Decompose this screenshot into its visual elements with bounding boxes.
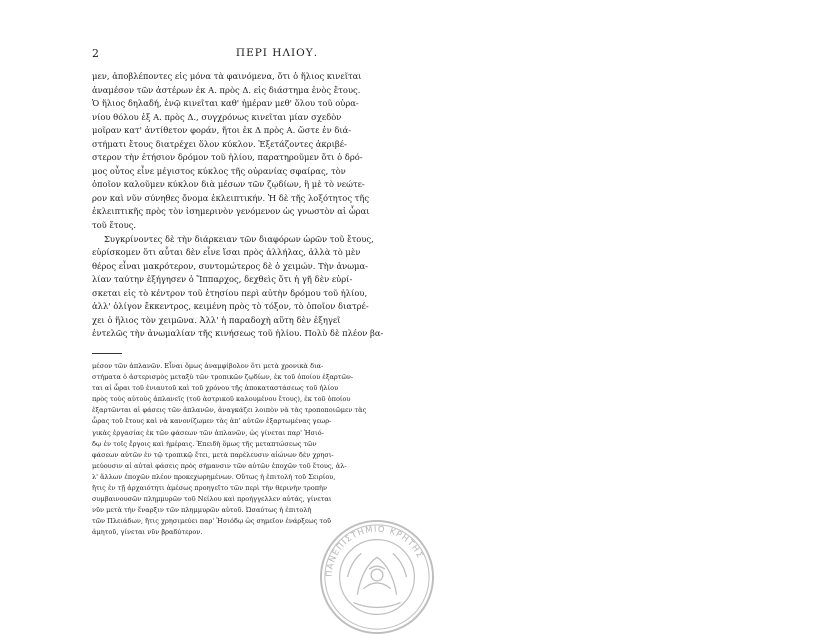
text-line: ὁποῖον καλοῦμεν κύκλον διὰ μέσων τῶν ζῳδίων, ἢ μὲ τὸ νεώτε- — [92, 179, 365, 190]
footnote-line: ἐξαρτῶνται αἱ φάσεις τῶν ἀπλανῶν, ἀναγκάζει λοιπὸν νὰ τὰς τροποποιῶμεν τὰς — [92, 406, 367, 415]
footnote-line: τῶν Πλειάδων, ἥτις χρησιμεύει παρ' Ἡσιόδῳ ὡς σημεῖον ἐνάρξεως τοῦ — [92, 517, 332, 526]
footnote-line: ἀμητοῦ, γίνεται νῦν βραδύτερον. — [92, 528, 203, 537]
text-line: λίαν ταύτην ἐξήγησεν ὁ Ἵππαρχος, δεχθεὶς ὅτι ἡ γῆ δὲν εὑρί- — [92, 274, 353, 285]
text-line: ρον καὶ νῦν σύνηθες ὄνομα ἐκλειπτικήν. Ἡ δὲ τῆς λοξότητος τῆς — [92, 192, 370, 203]
footnote-line: μεύουσιν αἱ αὐταὶ φάσεις πρὸς σήμανσιν τῶν αὐτῶν ἐποχῶν τοῦ ἔτους, ἀλ- — [92, 461, 347, 470]
paragraph-1 — [92, 70, 462, 233]
text-line: ἀλλ' ὀλίγον ἔκκεντρος, κειμένη πρὸς τὸ τόξον, τὸ ὁποῖον διατρέ- — [92, 301, 369, 312]
footnote-line: στήματα ὁ ἀστερισμὸς μεταξὺ τῶν τροπικῶν ζῳδίων, ἐκ τοῦ ὁποίου ἐξαρτῶν- — [92, 373, 354, 382]
footnote-line: δῳ ἐν τοῖς ἔργοις καὶ ἡμέραις. Ἐπειδὴ ὅμως τῆς μεταπτώσεως τῶν — [92, 439, 317, 448]
footnote-line: φάσεων αὐτῶν ἐν τῷ τροπικῷ ἔτει, μετὰ παρέλευσιν αἰώνων δὲν χρησι- — [92, 450, 334, 459]
footnote-line: μέσον τῶν ἀπλανῶν. Εἶναι ὅμως ἀναμφίβολον ὅτι μετὰ χρονικὰ δια- — [92, 362, 324, 370]
footnote-separator — [92, 353, 122, 354]
footnotes — [92, 361, 462, 539]
svg-text:ΠΑΝΕΠΙΣΤΗΜΙΟ ΚΡΗΤΗΣ: ΠΑΝΕΠΙΣΤΗΜΙΟ ΚΡΗΤΗΣ — [323, 523, 426, 578]
text-line: τοῦ ἔτους. — [92, 220, 137, 231]
text-line: μοῖραν κατ' ἀντίθετον φοράν, ἤτοι ἐκ Δ πρὸς Α. ὥστε ἐν διά- — [92, 125, 352, 136]
footnote-line: ὧρας τοῦ ἔτους καὶ νὰ κανονίζωμεν τὰς ἀπ' αὐτῶν ἐξαρτωμένας γεωρ- — [92, 417, 332, 426]
footnote-line: πρὸς τοὺς αὐτοὺς ἀπλανεῖς (τοῦ ἀστρικοῦ καλουμένου ἔτους), ἐκ τοῦ ὁποίου — [92, 395, 351, 404]
page-header — [92, 47, 462, 63]
text-line: ἀναμέσον τῶν ἀστέρων ἐκ Α. πρὸς Δ. εἰς διάστημα ἑνὸς ἔτους. — [92, 84, 361, 95]
text-line: θέρος εἶναι μακρότερον, συντομώτερος δὲ ὁ χειμών. Τὴν ἀνωμα- — [92, 260, 368, 271]
footnote-line: ται αἱ ὧραι τοῦ ἐνιαυτοῦ καὶ τοῦ χρόνου τῆς ἀποκαταστάσεως τοῦ ἡλίου — [92, 384, 339, 393]
text-line: Συγκρίνοντες δὲ τὴν διάρκειαν τῶν διαφόρων ὡρῶν τοῦ ἔτους, — [104, 233, 374, 244]
text-line: σκεται εἰς τὸ κέντρον τοῦ ἐτησίου περὶ αὐτὴν δρόμου τοῦ ἡλίου, — [92, 287, 368, 298]
text-line: μος οὗτος εἶνε μέγιστος κύκλος τῆς οὐρανίας σφαίρας, τὸν — [92, 165, 346, 176]
text-line: ἐκλειπτικῆς πρὸς τὸν ἰσημερινὸν γενόμενον ὡς γνωστὸν αἱ ὧραι — [92, 206, 370, 217]
text-line: μεν, ἀποβλέποντες εἰς μόνα τὰ φαινόμενα, ὅτι ὁ ἥλιος κινεῖται — [92, 71, 362, 81]
text-line: εὑρίσκομεν ὅτι αὗται δὲν εἶνε ἴσαι πρὸς ἀλλήλας, ἀλλὰ τὸ μὲν — [92, 247, 361, 258]
footnote-line: συμβαινουσῶν πλημμυρῶν τοῦ Νείλου καὶ προήγγελλεν αὐτάς, γίνεται — [92, 495, 332, 504]
library-stamp-seal — [318, 518, 436, 636]
footnote-line: νῦν μετὰ τὴν ἔναρξιν τῶν πλημμυρῶν αὐτοῦ. Ὡσαύτως ἡ ἐπιτολὴ — [92, 506, 312, 515]
text-line: ἐντελῶς τὴν ἀνωμαλίαν τῆς κινήσεως τοῦ ἡλίου. Πολὺ δὲ πλέον βα- — [92, 328, 384, 339]
page-number: 2 — [92, 47, 99, 60]
footnote-line: ἥτις ἐν τῇ ἀρχαιότητι ἀμέσως προηγεῖτο τῶν περὶ τὴν θερινὴν τροπὴν — [92, 484, 328, 493]
text-line: χει ὁ ἥλιος τὸν χειμῶνα. Ἀλλ' ἡ παραδοχὴ αὕτη δὲν ἐξηγεῖ — [92, 314, 341, 325]
paragraph-2 — [92, 233, 462, 341]
text-line: νίου θόλου ἐξ Α. πρὸς Δ., συγχρόνως κινεῖται μίαν σχεδὸν — [92, 111, 342, 122]
body-text — [92, 70, 462, 341]
running-head: ΠΕΡΙ ΗΛΙΟΥ. — [235, 47, 319, 59]
text-line: στήματι ἔτους διατρέχει ὅλον κύκλον. Ἐξετάζοντες ἀκριβέ- — [92, 138, 347, 149]
text-line: στερον τὴν ἐτήσιον δρόμον τοῦ ἡλίου, παρατηροῦμεν ὅτι ὁ δρό- — [92, 152, 363, 163]
footnote-line: γικὰς ἐργασίας ἐκ τῶν φάσεων τῶν ἀπλανῶν, ὡς γίνεται παρ' Ἡσιό- — [92, 428, 324, 437]
text-line: Ὁ ἥλιος δηλαδή, ἐνῷ κινεῖται καθ' ἡμέραν μεθ' ὅλου τοῦ οὐρα- — [92, 98, 359, 109]
footnote-line: λ' ἄλλων ἐποχῶν πλέον προκεχωρημένων. Οὕτως ἡ ἐπιτολὴ τοῦ Σειρίου, — [92, 472, 336, 481]
